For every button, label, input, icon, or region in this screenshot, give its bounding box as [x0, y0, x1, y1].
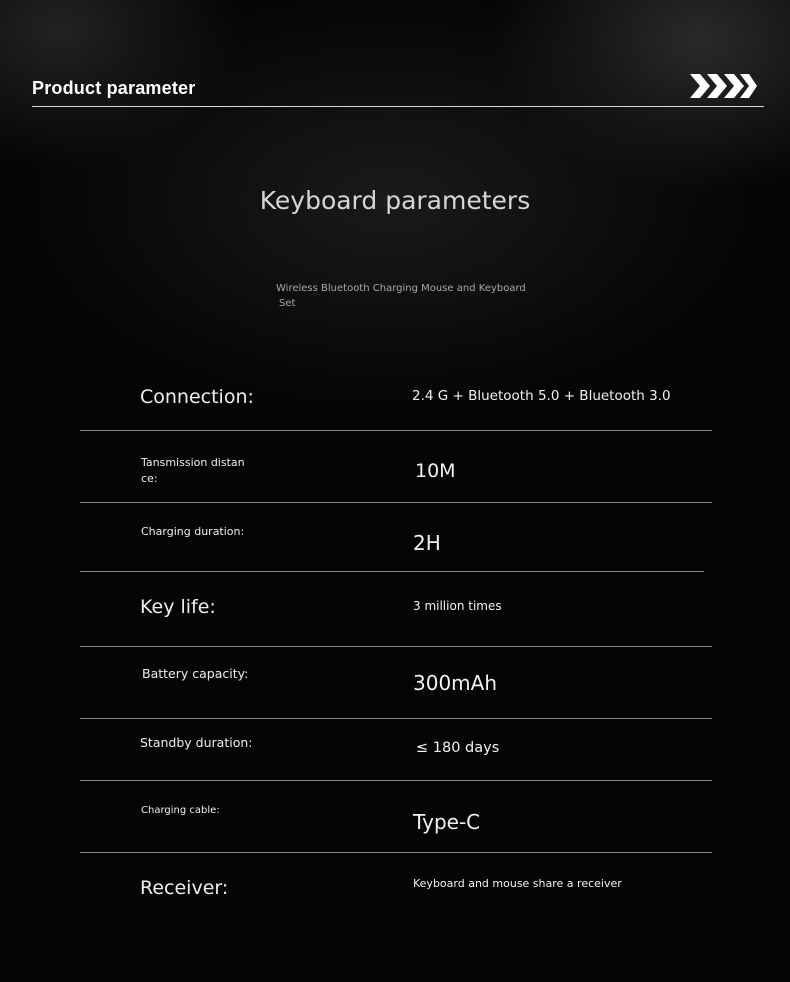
spec-value-connection: 2.4 G + Bluetooth 5.0 + Bluetooth 3.0: [412, 388, 671, 404]
spec-label-charging-cable: Charging cable:: [141, 805, 220, 816]
row-divider: [80, 502, 712, 503]
subtitle-line-2: Set: [279, 298, 296, 309]
label-line-1: Tansmission distan: [141, 456, 245, 469]
page-title: Product parameter: [32, 78, 196, 98]
row-divider: [80, 718, 712, 719]
spec-value-battery-capacity: 300mAh: [413, 671, 498, 695]
spec-value-key-life: 3 million times: [413, 599, 502, 613]
spec-value-charging-duration: 2H: [413, 531, 441, 555]
spec-label-connection: Connection:: [140, 386, 254, 408]
spec-label-standby-duration: Standby duration:: [140, 735, 253, 750]
chevron-right-icon: [688, 72, 758, 100]
subtitle-line-1: Wireless Bluetooth Charging Mouse and Keyboard: [276, 283, 526, 294]
row-divider: [80, 571, 704, 572]
row-divider: [80, 780, 712, 781]
spec-value-transmission-distance: 10M: [415, 460, 456, 482]
spec-value-standby-duration: ≤ 180 days: [416, 740, 500, 756]
spec-label-battery-capacity: Battery capacity:: [142, 666, 249, 681]
section-subtitle: [276, 281, 526, 311]
spec-value-charging-cable: Type-C: [413, 810, 481, 834]
row-divider: [80, 430, 712, 431]
section-title: Keyboard parameters: [259, 186, 531, 215]
label-line-2: ce:: [141, 472, 158, 485]
row-divider: [80, 852, 712, 853]
header-divider: [32, 106, 764, 107]
spec-label-key-life: Key life:: [140, 596, 216, 618]
row-divider: [80, 646, 712, 647]
spec-label-transmission-distance: [141, 455, 245, 487]
spec-label-receiver: Receiver:: [140, 877, 229, 899]
spec-value-receiver: Keyboard and mouse share a receiver: [413, 877, 622, 890]
spec-label-charging-duration: Charging duration:: [141, 525, 245, 538]
